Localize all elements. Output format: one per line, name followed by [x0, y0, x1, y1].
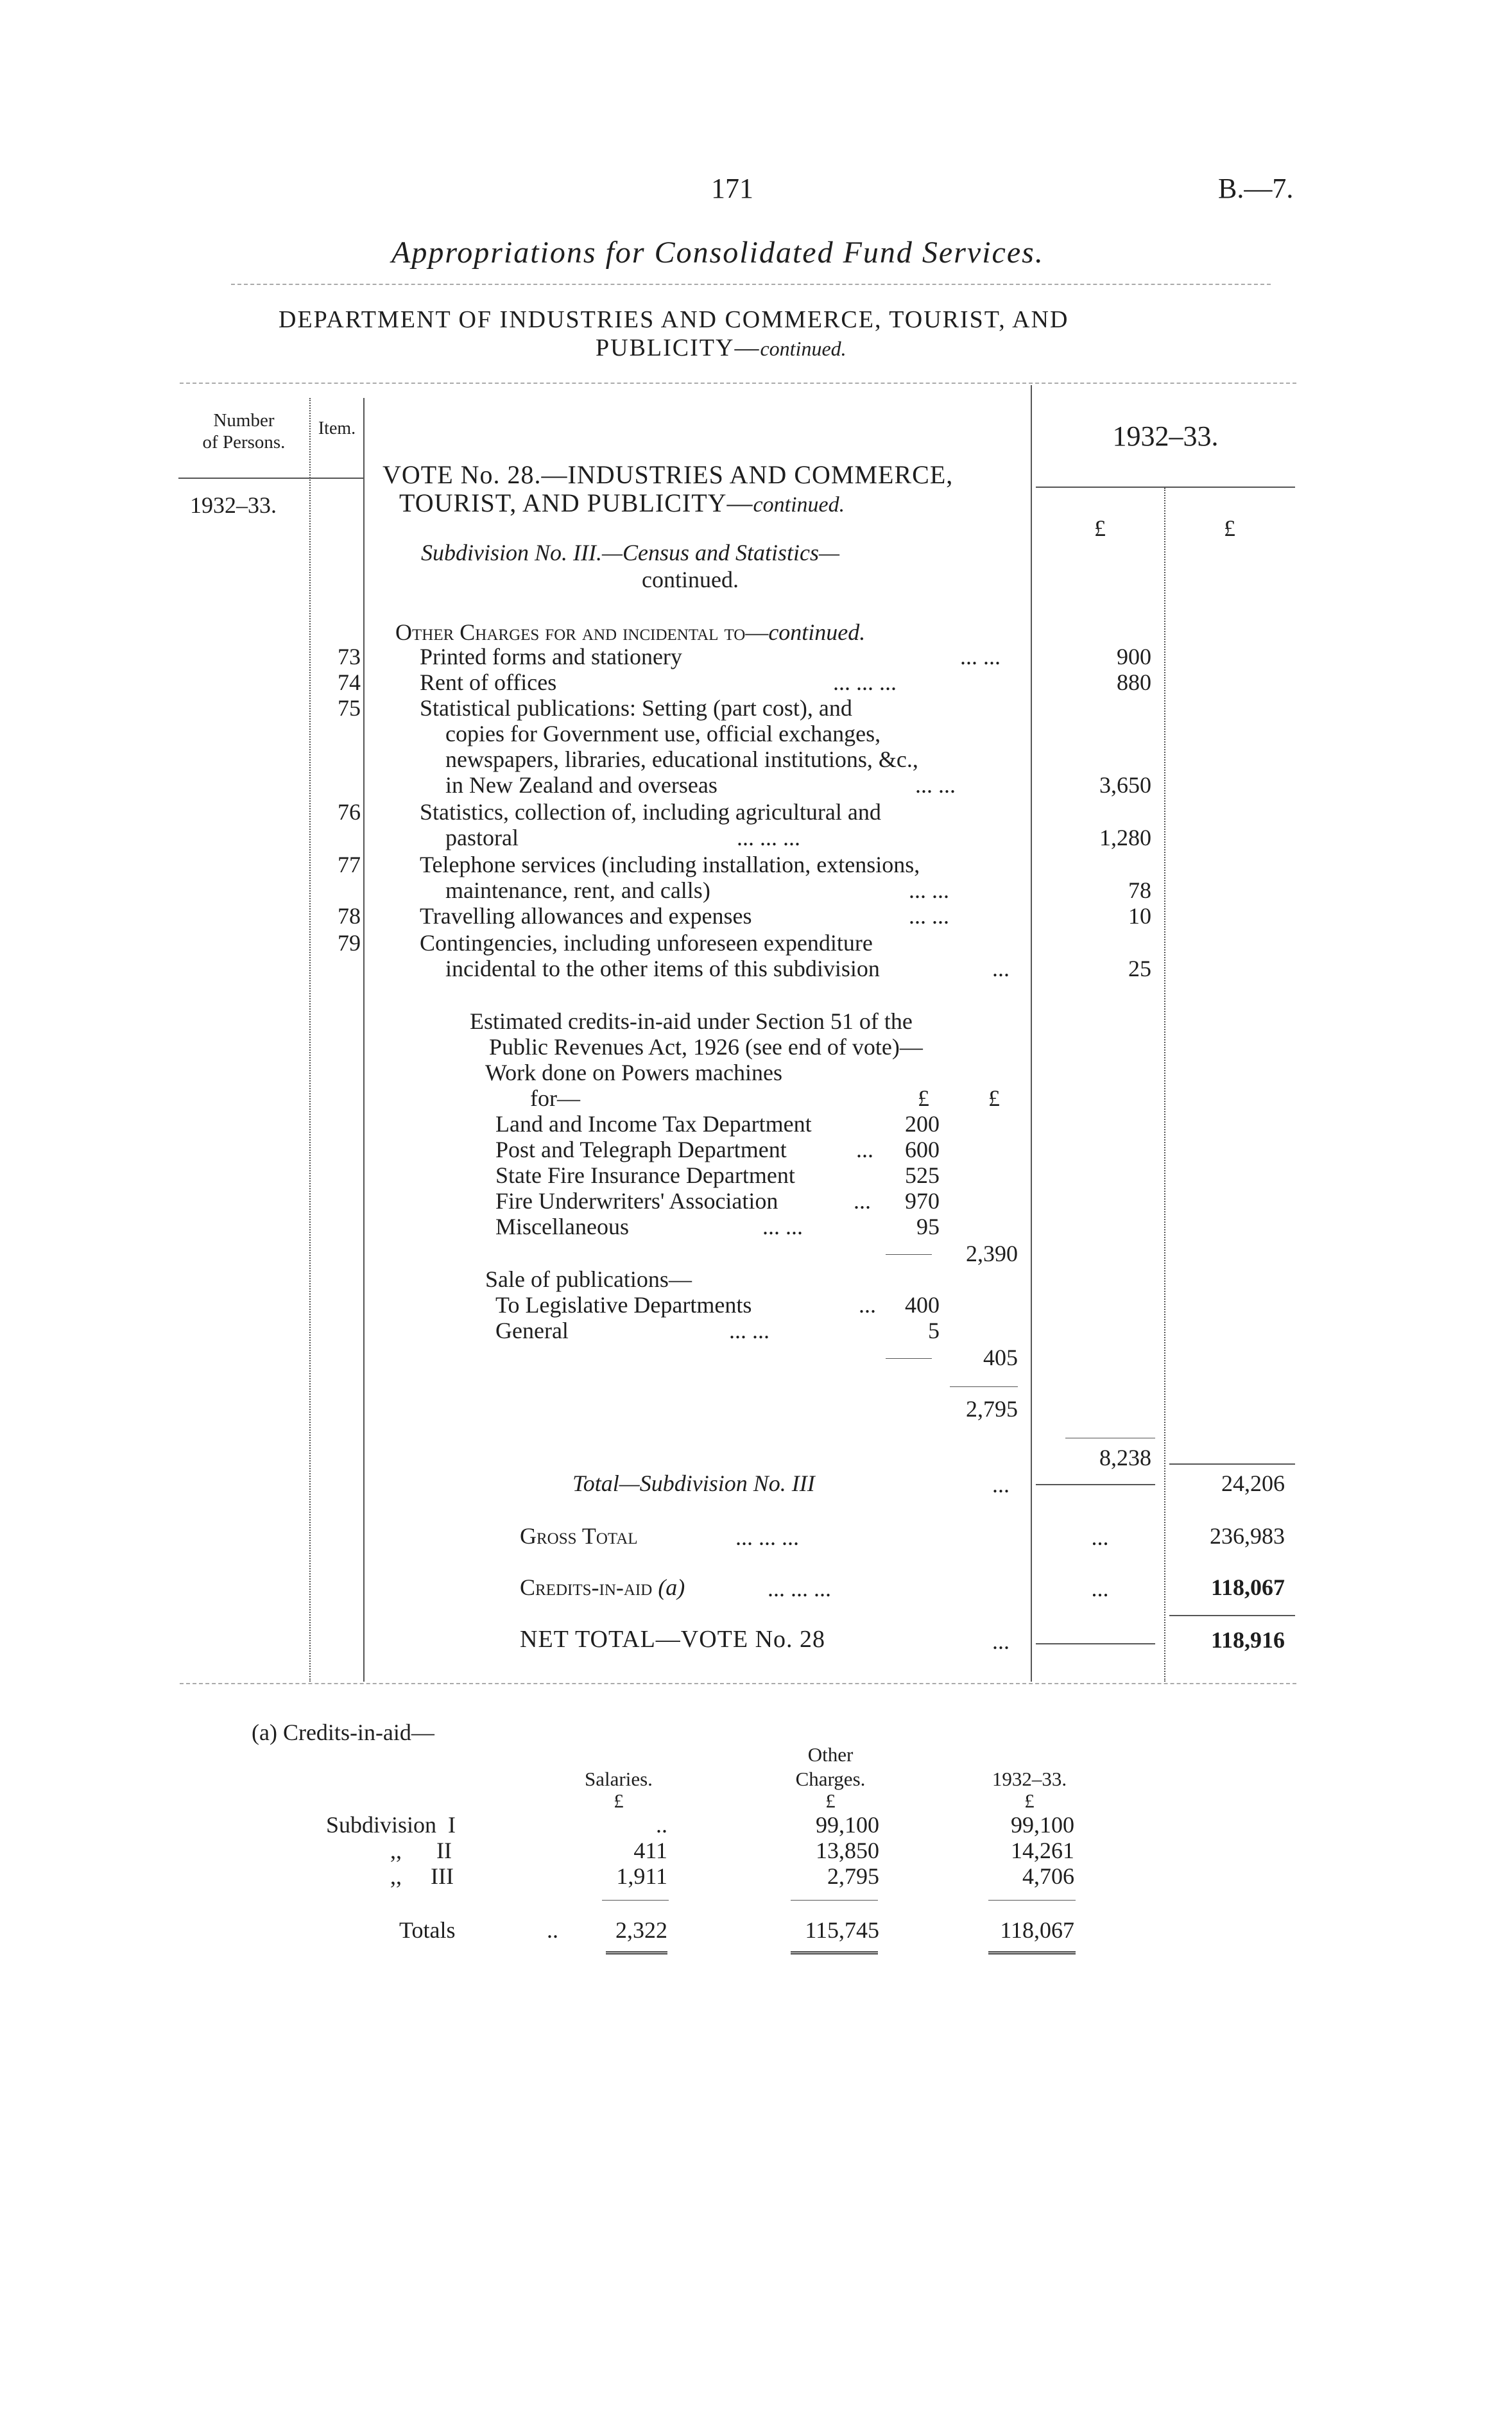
sale-subtotal-rule — [886, 1358, 932, 1359]
footnote-totals-other: 115,745 — [805, 1917, 879, 1943]
footnote-row-salaries: .. — [656, 1812, 667, 1838]
work-item-amount: 95 — [916, 1214, 940, 1239]
sale-item-amount: 400 — [905, 1292, 940, 1318]
footnote-rule-total — [988, 1900, 1076, 1901]
credits-in-aid-label: Credits-in-aid (a) — [520, 1574, 685, 1600]
work-item-label: Miscellaneous — [495, 1214, 629, 1239]
subdivision-total-rule — [1169, 1463, 1295, 1465]
item-description: maintenance, rent, and calls) — [445, 877, 710, 903]
pound-sign-sub2: £ — [988, 1085, 1000, 1111]
item-amount: 3,650 — [1099, 772, 1151, 798]
sale-item-amount: 5 — [928, 1318, 940, 1343]
work-item-amount: 600 — [905, 1137, 940, 1162]
vote-heading-line1: VOTE No. 28.—INDUSTRIES AND COMMERCE, — [382, 460, 954, 489]
title-rule — [231, 284, 1271, 285]
item-text-divider — [363, 398, 365, 1682]
footnote-totals-label: Totals — [399, 1917, 456, 1943]
work-subtotal-rule — [886, 1254, 932, 1255]
footnote-row-other: 99,100 — [816, 1812, 879, 1838]
item-description: pastoral — [445, 825, 519, 850]
work-item-label: Post and Telegraph Department — [495, 1137, 787, 1162]
footnote-col-salaries: Salaries. — [585, 1768, 653, 1790]
item-number: 74 — [338, 669, 361, 695]
net-total-amount: 118,916 — [1210, 1627, 1285, 1653]
footnote-totals-salaries: 2,322 — [615, 1917, 667, 1943]
credits-in-aid-dots: ... ... ... — [768, 1576, 831, 1601]
item-number: 78 — [338, 903, 361, 929]
item-dots: ... ... — [909, 877, 949, 903]
item-amount: 1,280 — [1099, 825, 1151, 850]
sale-subtotal: 405 — [983, 1345, 1018, 1370]
item-amount: 78 — [1128, 877, 1151, 903]
item-dots: ... ... — [960, 644, 1001, 669]
footnote-col-year: 1932–33. — [992, 1768, 1067, 1790]
credits-in-aid-amount: 118,067 — [1210, 1574, 1285, 1600]
work-done-heading: Work done on Powers machines — [485, 1060, 783, 1085]
item-number: 75 — [338, 695, 361, 721]
page-number: 171 — [711, 173, 753, 204]
net-total-label: NET TOTAL—VOTE No. 28 — [520, 1626, 826, 1653]
net-total-dots: ... — [992, 1628, 1009, 1654]
item-amount: 25 — [1128, 956, 1151, 981]
footnote-row-other: 13,850 — [816, 1838, 879, 1863]
footnote-row-label: ,, III — [390, 1863, 454, 1889]
sale-item-label: To Legislative Departments — [495, 1292, 752, 1318]
department-heading-line2: PUBLICITY—continued. — [596, 334, 846, 361]
column-header-year: 1932–33. — [1112, 420, 1219, 452]
footnote-row-other: 2,795 — [827, 1863, 879, 1889]
item-description: Printed forms and stationery — [420, 644, 682, 669]
net-total-rule — [1169, 1615, 1295, 1616]
item-description: Travelling allowances and expenses — [420, 903, 752, 929]
item-description: in New Zealand and overseas — [445, 772, 717, 798]
footnote-row-salaries: 1,911 — [616, 1863, 667, 1889]
sale-item-label: General — [495, 1318, 569, 1343]
footnote-row-total: 4,706 — [1022, 1863, 1074, 1889]
column-header-persons: Number of Persons. — [202, 410, 286, 453]
subdivision-total-amount: 24,206 — [1221, 1470, 1285, 1496]
header-rule — [180, 383, 1296, 384]
item-description: Contingencies, including unforeseen expenditure — [420, 930, 873, 956]
item-description: Telephone services (including installation, extensions, — [420, 852, 920, 877]
pound-sign-col1: £ — [1094, 515, 1106, 541]
item-description: incidental to the other items of this subdivision — [445, 956, 880, 981]
page-title: Appropriations for Consolidated Fund Services. — [391, 236, 1044, 270]
subdivision-heading-line2: continued. — [642, 567, 739, 592]
item-description: Rent of offices — [420, 669, 557, 695]
header-underline-right — [1036, 487, 1295, 488]
header-underline-left — [178, 478, 363, 479]
gross-total-dots: ... ... ... — [735, 1524, 799, 1550]
work-item-amount: 200 — [905, 1111, 940, 1137]
item-dots: ... ... — [915, 772, 956, 798]
work-item-dots: ... ... — [762, 1214, 803, 1239]
item-dots: ... ... ... — [737, 825, 800, 850]
other-charges-total: 8,238 — [1099, 1445, 1151, 1470]
work-item-amount: 525 — [905, 1162, 940, 1188]
footnote-pound-salaries: £ — [614, 1790, 624, 1812]
item-number: 73 — [338, 644, 361, 669]
subdivision-heading-line1: Subdivision No. III.—Census and Statistics— — [421, 540, 840, 565]
footnote-totals-dots: .. — [547, 1917, 558, 1943]
footnote-totals-total: 118,067 — [1000, 1917, 1074, 1943]
credits-total: 2,795 — [966, 1396, 1018, 1422]
footnote-pound-year: £ — [1024, 1790, 1035, 1812]
footnote-double-rule-total — [988, 1951, 1076, 1954]
other-charges-heading: Other Charges for and incidental to—continued. — [395, 619, 866, 645]
item-number: 76 — [338, 799, 361, 825]
work-item-label: Land and Income Tax Department — [495, 1111, 812, 1137]
gross-total-amount: 236,983 — [1210, 1523, 1285, 1549]
work-item-dots: ... — [856, 1137, 873, 1162]
footnote-double-rule-salaries — [606, 1951, 667, 1954]
item-description: newspapers, libraries, educational institutions, &c., — [445, 746, 918, 772]
vote-heading-line2: TOURIST, AND PUBLICITY—continued. — [399, 488, 845, 517]
item-number: 77 — [338, 852, 361, 877]
item-dots: ... ... — [909, 903, 949, 929]
gross-total-label: Gross Total — [520, 1523, 638, 1549]
item-dots: ... — [992, 956, 1009, 981]
department-heading-line1: DEPARTMENT OF INDUSTRIES AND COMMERCE, TOURIST, AND — [279, 306, 1069, 333]
pound-sign-sub1: £ — [918, 1085, 929, 1111]
footnote-pound-other: £ — [825, 1790, 836, 1812]
persons-year: 1932–33. — [190, 492, 277, 518]
item-description: Statistical publications: Setting (part cost), and — [420, 695, 852, 721]
item-amount: 10 — [1128, 903, 1151, 929]
credits-heading-line2: Public Revenues Act, 1926 (see end of vote)— — [489, 1034, 923, 1060]
table-bottom-rule — [180, 1683, 1296, 1684]
footnote-row-label: Subdivision I — [326, 1812, 456, 1838]
gross-total-mid-dots: ... — [1091, 1524, 1109, 1550]
work-done-for: for— — [530, 1085, 580, 1111]
credits-total-rule — [950, 1386, 1018, 1387]
footnote-rule-salaries — [602, 1900, 669, 1901]
amount-amount-divider — [1164, 488, 1165, 1682]
footnote-row-salaries: 411 — [633, 1838, 667, 1863]
pound-sign-col2: £ — [1224, 515, 1235, 541]
sale-item-dots: ... ... — [729, 1318, 769, 1343]
work-subtotal: 2,390 — [966, 1241, 1018, 1266]
footnote-label: (a) Credits-in-aid— — [252, 1720, 434, 1745]
footnote-row-label: ,, II — [390, 1838, 452, 1863]
subdivision-total-dots: ... — [992, 1472, 1009, 1497]
item-description: Statistics, collection of, including agricultural and — [420, 799, 881, 825]
credits-heading-line1: Estimated credits-in-aid under Section 51 of the — [470, 1008, 913, 1034]
sale-item-dots: ... — [859, 1292, 876, 1318]
footnote-double-rule-other — [791, 1951, 878, 1954]
footnote-col-other-1: Other — [807, 1743, 854, 1766]
footnote-rule-other — [791, 1900, 878, 1901]
text-amount-divider — [1031, 385, 1032, 1682]
work-item-label: Fire Underwriters' Association — [495, 1188, 778, 1214]
sale-publications-heading: Sale of publications— — [485, 1266, 692, 1292]
subdivision-total-label: Total—Subdivision No. III — [572, 1470, 815, 1496]
column-header-item: Item. — [318, 418, 356, 438]
other-charges-total-underline — [1036, 1484, 1155, 1485]
item-dots: ... ... ... — [833, 669, 897, 695]
item-number: 79 — [338, 930, 361, 956]
footnote-col-other-2: Charges. — [795, 1768, 866, 1790]
persons-item-divider — [309, 398, 311, 1682]
work-item-dots: ... — [854, 1188, 871, 1214]
footnote-row-total: 99,100 — [1011, 1812, 1074, 1838]
document-reference: B.—7. — [1218, 173, 1294, 204]
work-item-amount: 970 — [905, 1188, 940, 1214]
item-amount: 900 — [1117, 644, 1151, 669]
footnote-row-total: 14,261 — [1011, 1838, 1074, 1863]
credits-in-aid-mid-dots: ... — [1091, 1576, 1109, 1601]
item-amount: 880 — [1117, 669, 1151, 695]
item-description: copies for Government use, official exchanges, — [445, 721, 881, 746]
net-total-mid-rule — [1036, 1643, 1155, 1644]
work-item-label: State Fire Insurance Department — [495, 1162, 795, 1188]
